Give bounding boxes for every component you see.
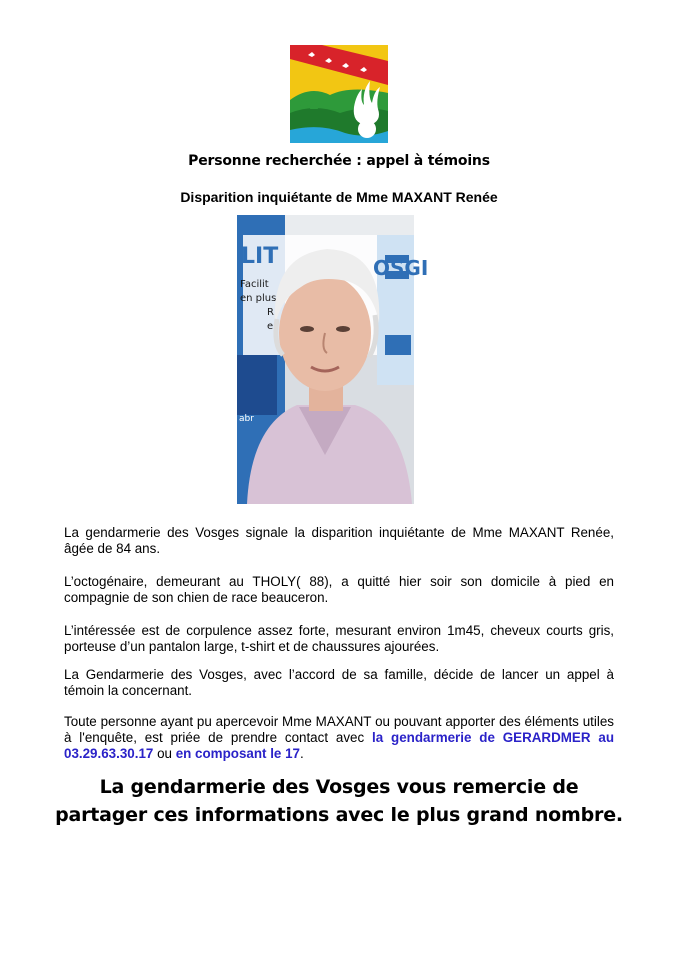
poster-text-facilit: Facilit [240,279,269,290]
poster-text-r: R [267,307,274,318]
paragraph-circumstances: L’octogénaire, demeurant au THOLY( 88), a quitté hier soir son domicile à pied en compagnie de son chien de race beauceron. [64,574,614,605]
paragraph-contact [64,714,614,762]
paragraph-appeal: La Gendarmerie des Vosges, avec l’accord de sa famille, décide de lancer un appel à témoin la concernant. [64,667,614,698]
poster-text-lit: LIT [241,244,279,269]
poster-text-abr: abr [239,414,254,424]
contact-emergency-number: en composant le 17 [175,746,300,761]
contact-text: Toute personne ayant pu apercevoir Mme MAXANT ou pouvant apporter des éléments utiles à l'enquête, est priée de prendre contact avec [64,714,614,745]
gendarmerie-logo [290,45,388,143]
page-title: Personne recherchée : appel à témoins [188,153,490,169]
closing-line-2: partager ces informations avec le plus grand nombre. [55,804,623,826]
closing-line-1: La gendarmerie des Vosges vous remercie de [99,776,579,798]
contact-gendarmerie-phone: la gendarmerie de GERARDMER au 03.29.63.30.17 [64,730,615,761]
poster-text-en-plus: en plus [240,293,277,304]
poster-text-e: e [267,321,274,332]
paragraph-disappearance: La gendarmerie des Vosges signale la disparition inquiétante de Mme MAXANT Renée, âgée de 84 ans. [64,525,614,556]
paragraph-description: L’intéressée est de corpulence assez forte, mesurant environ 1m45, cheveux courts gris, porteuse d’un pantalon large, t-shirt et de chaussures ajourées. [64,623,614,654]
contact-or: ou [153,746,176,761]
page-subtitle: Disparition inquiétante de Mme MAXANT Renée [180,189,498,205]
missing-person-photo [237,215,429,504]
poster-text-osgi: OSGI [373,256,429,280]
contact-end: . [299,746,304,761]
